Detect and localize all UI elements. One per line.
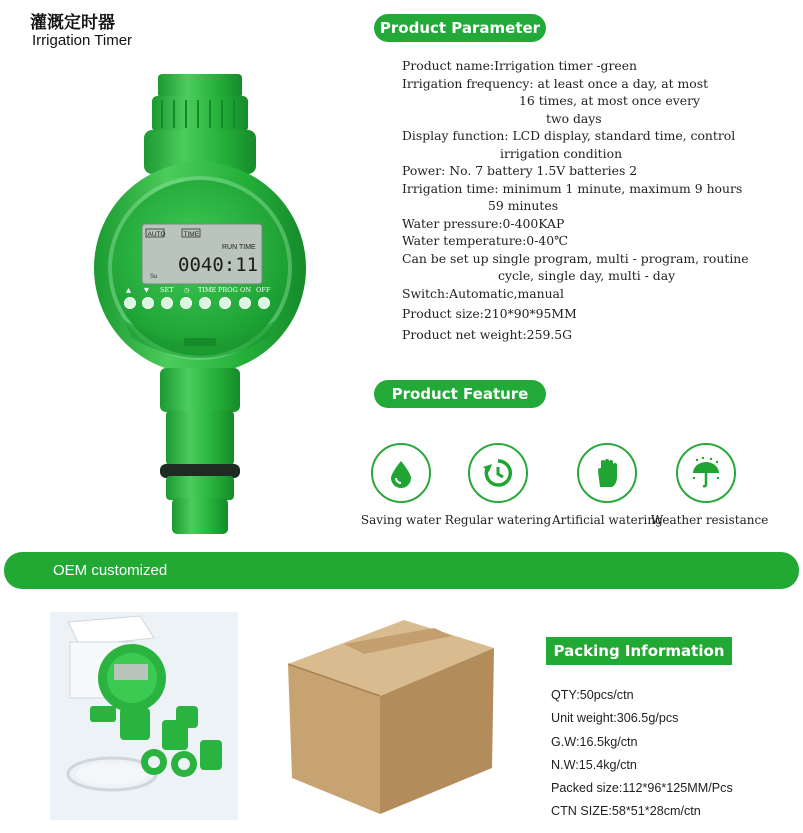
param-line: Water temperature:0-40℃ xyxy=(402,233,568,248)
lcd-time-label: TIME xyxy=(183,231,200,238)
packing-line: QTY:50pcs/ctn xyxy=(551,688,634,702)
product-parameter-heading: Product Parameter xyxy=(374,14,546,42)
param-line: Irrigation time: minimum 1 minute, maximum 9 hours xyxy=(402,180,743,196)
param-line: irrigation condition xyxy=(500,145,623,161)
umbrella-icon xyxy=(676,443,736,503)
param-line: Can be set up single program, multi - program, routine xyxy=(402,250,749,266)
button-label-on: ON xyxy=(240,286,252,294)
oem-label: OEM customized xyxy=(53,562,168,579)
param-line: Irrigation frequency: at least once a day, at most xyxy=(402,75,709,91)
hand-icon xyxy=(577,443,637,503)
lcd-digits: 0040:11 xyxy=(178,254,259,276)
param-line: two days xyxy=(546,110,602,126)
feature-saving-water xyxy=(346,443,456,527)
packing-line: N.W:15.4kg/ctn xyxy=(551,757,637,772)
cycle-clock-icon xyxy=(468,443,528,503)
lcd-auto-label: AUTO xyxy=(147,231,166,238)
button-label-down: ▼ xyxy=(144,286,149,294)
packing-line: Unit weight:306.5g/pcs xyxy=(551,711,679,726)
feature-label: Saving water xyxy=(360,513,442,527)
title-chinese: 灌溉定时器 xyxy=(30,13,115,33)
param-line: 16 times, at most once every xyxy=(519,93,700,108)
param-line: cycle, single day, multi - day xyxy=(498,268,676,283)
button-label-time: TIME xyxy=(198,286,217,294)
product-kit-photo xyxy=(50,612,238,820)
irrigation-timer-device xyxy=(88,68,310,538)
cardboard-box-image xyxy=(284,618,498,818)
button-label-prog: PROG xyxy=(218,286,238,294)
param-line: Product name:Irrigation timer -green xyxy=(402,58,638,73)
feature-weather-resistance xyxy=(651,443,769,527)
feature-label: Regular watering xyxy=(444,513,552,527)
packing-line: Packed size:112*96*125MM/Pcs xyxy=(551,781,733,796)
param-line: Switch:Automatic,manual xyxy=(402,285,564,301)
water-drop-icon xyxy=(371,443,431,503)
oem-banner xyxy=(4,552,799,589)
product-parameter-list xyxy=(402,57,762,343)
button-label-off: OFF xyxy=(256,286,271,294)
button-label-set: SET xyxy=(160,286,174,294)
title-english: Irrigation Timer xyxy=(32,32,133,49)
packing-information-heading: Packing Information xyxy=(546,637,732,665)
packing-line: CTN SIZE:58*51*28cm/ctn xyxy=(551,804,701,819)
feature-regular-watering xyxy=(443,443,553,527)
feature-artificial-watering xyxy=(552,443,662,527)
button-label-up: ▲ xyxy=(126,286,131,294)
param-line: 59 minutes xyxy=(488,198,559,213)
packing-line: G.W:16.5kg/ctn xyxy=(551,734,638,749)
param-line: Product net weight:259.5G xyxy=(402,326,573,342)
product-feature-heading: Product Feature xyxy=(374,380,546,408)
param-line: Product size:210*90*95MM xyxy=(402,306,577,321)
param-line: Display function: LCD display, standard time, control xyxy=(402,128,736,143)
lcd-small-label: Su xyxy=(150,274,158,280)
button-label-clock: ◷ xyxy=(184,286,190,294)
param-line: Power: No. 7 battery 1.5V batteries 2 xyxy=(402,163,638,178)
feature-label: Weather resistance xyxy=(651,513,769,527)
param-line: Water pressure:0-400KAP xyxy=(402,215,565,231)
feature-label: Artificial watering xyxy=(552,513,663,527)
packing-information-list xyxy=(551,684,733,824)
lcd-run-time-label: RUN TIME xyxy=(222,244,256,251)
